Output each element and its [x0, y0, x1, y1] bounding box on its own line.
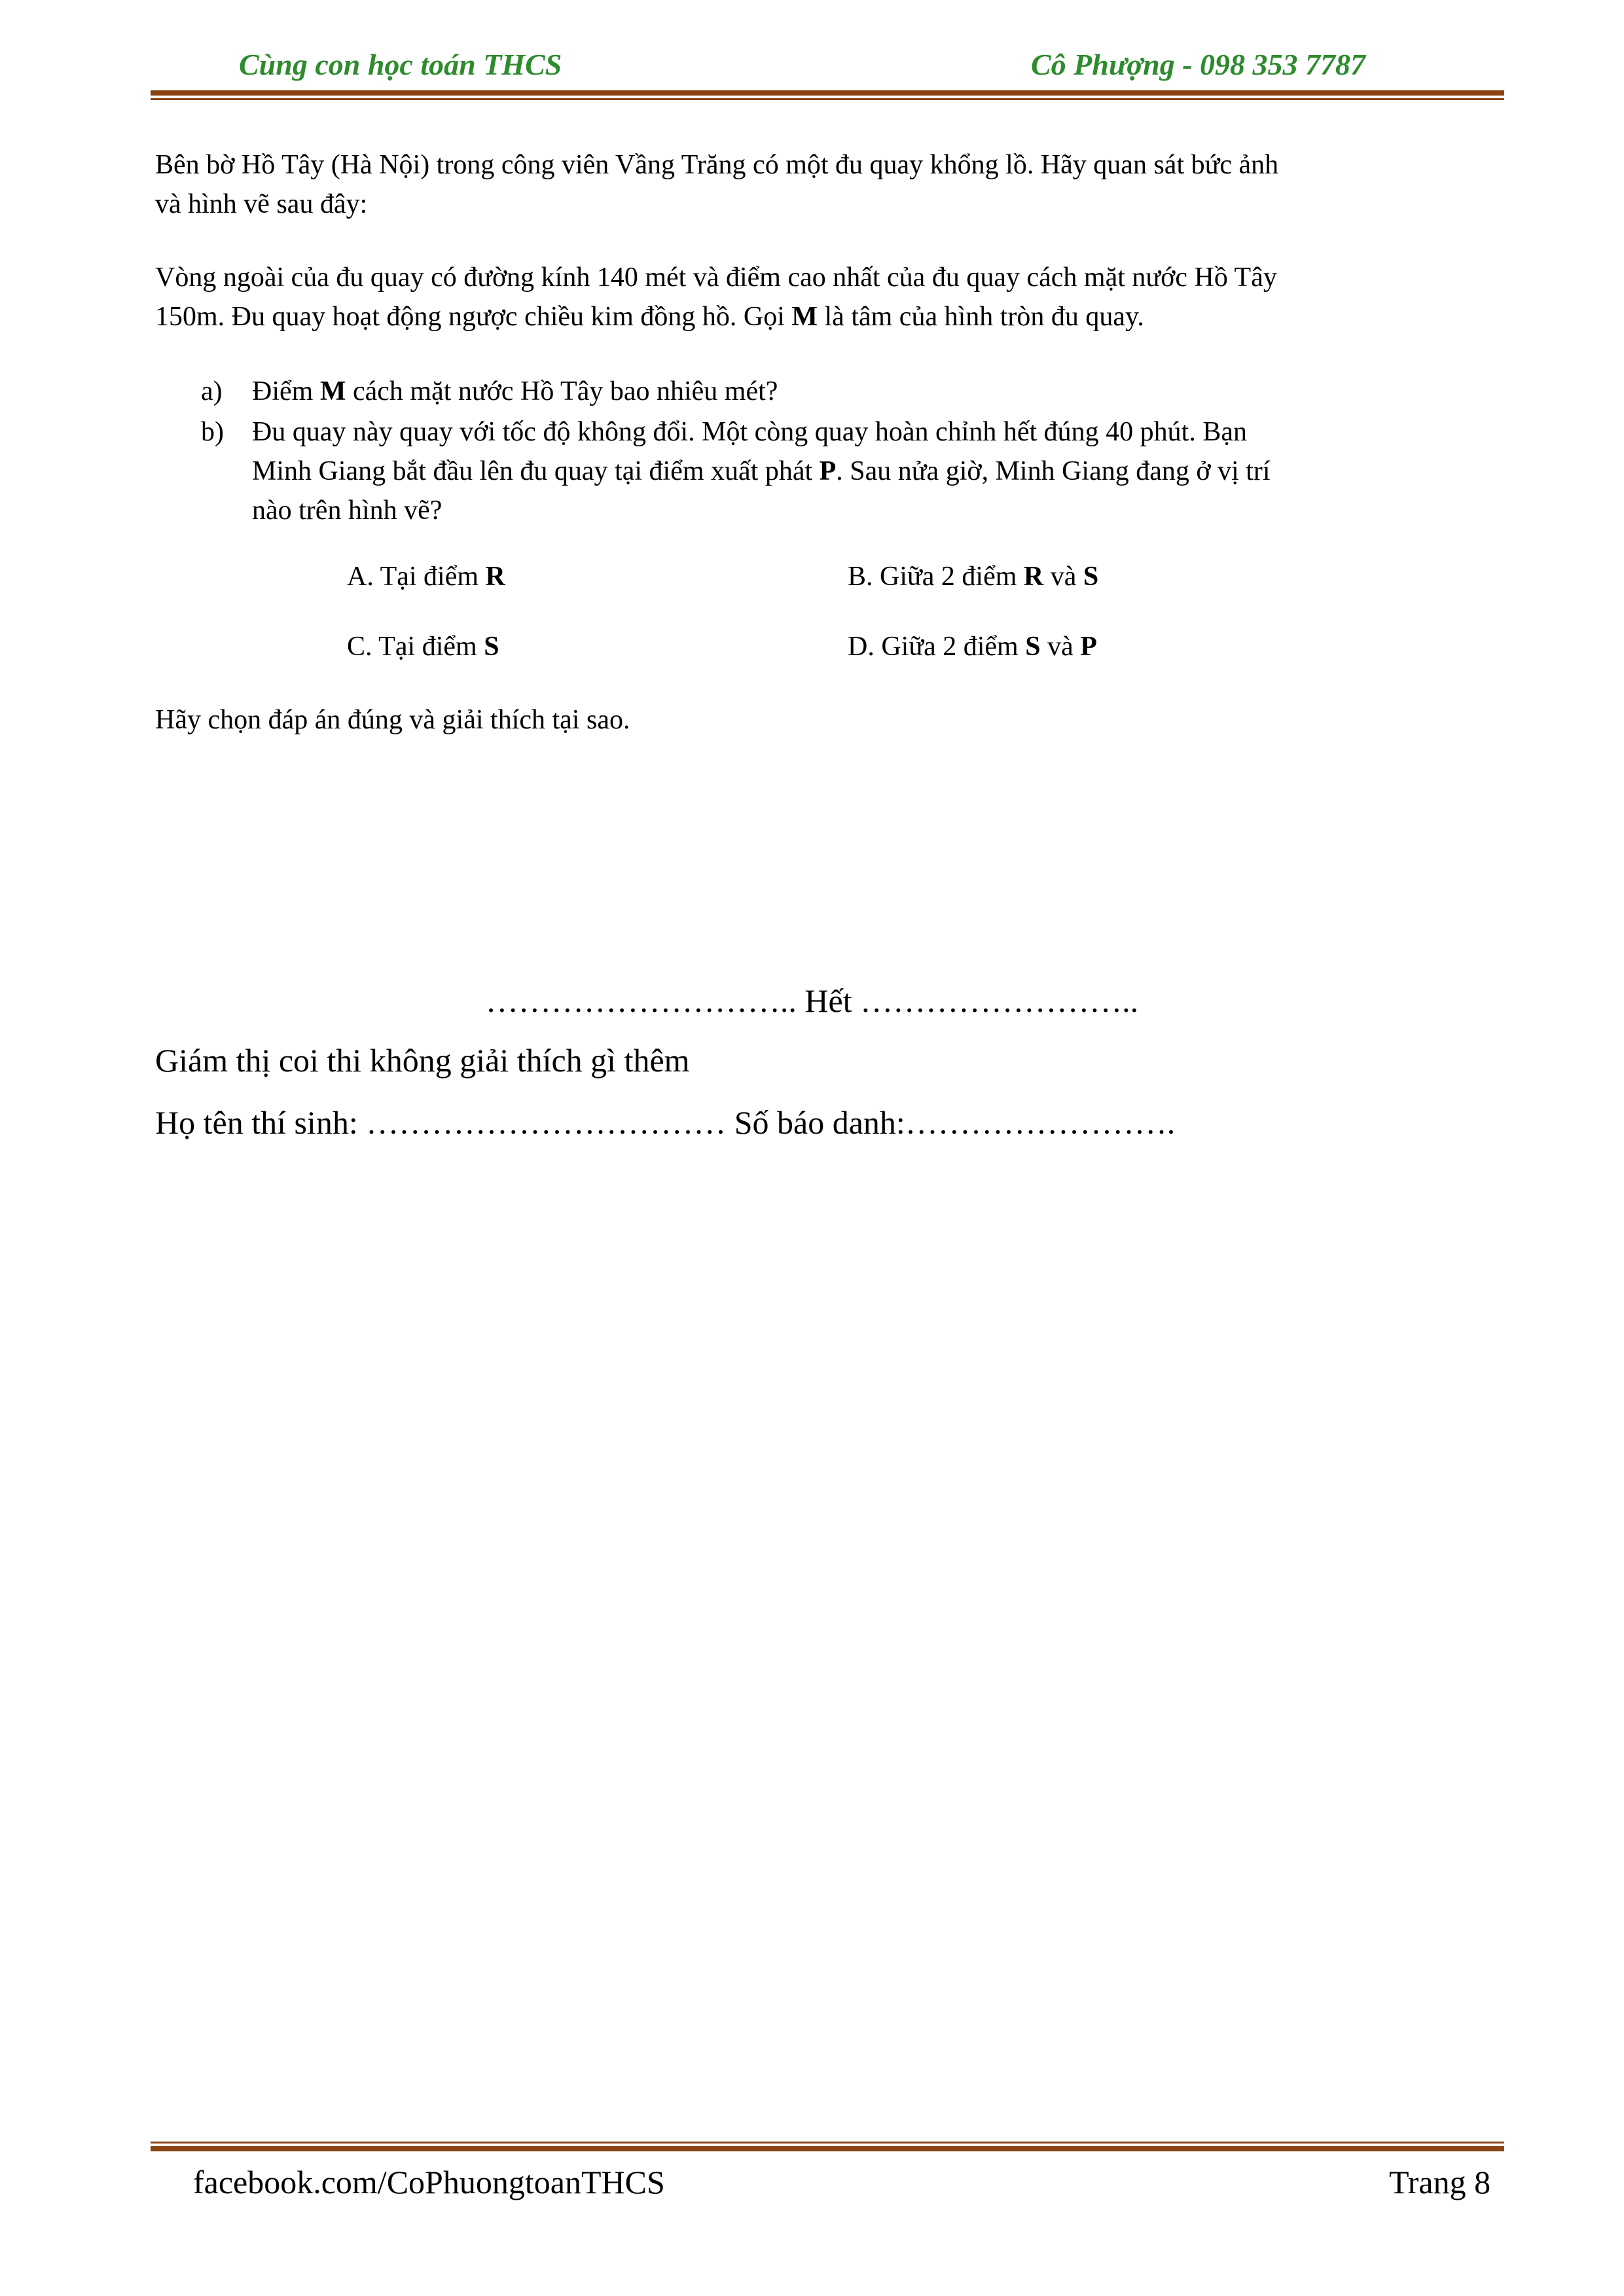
end-marker: ……………………….. Hết …………………….. [485, 982, 1139, 1019]
option-a: A. Tại điểm R [347, 562, 505, 592]
proctor-note: Giám thị coi thi không giải thích gì thêm [155, 1042, 690, 1079]
question-a-text: Điểm M cách mặt nước Hồ Tây bao nhiêu mét? [252, 376, 778, 406]
candidate-info-line: Họ tên thí sinh: …………………………… Số báo danh:……………………. [155, 1104, 1176, 1141]
intro-line-1: Bên bờ Hồ Tây (Hà Nội) trong công viên Vầng Trăng có một đu quay khổng lồ. Hãy quan sát bức ảnh [155, 150, 1279, 180]
description-line-1: Vòng ngoài của đu quay có đường kính 140 mét và điểm cao nhất của đu quay cách mặt nước Hồ Tây [155, 262, 1277, 293]
footer-facebook-link: facebook.com/CoPhuongtoanTHCS [193, 2164, 665, 2200]
header-divider [151, 90, 1504, 100]
option-d: D. Giữa 2 điểm S và P [848, 632, 1097, 662]
question-b-text: Đu quay này quay với tốc độ không đổi. Một còng quay hoàn chỉnh hết đúng 40 phút. Bạn Minh Giang bắt đầu lên đu quay tại điểm xuất phát P. Sau nửa giờ, Minh Giang đang ở vị trí nào trên hình vẽ? [252, 417, 1271, 526]
header-right-contact: Cô Phượng - 098 353 7787 [1031, 48, 1366, 81]
option-b: B. Giữa 2 điểm R và S [848, 562, 1099, 592]
intro-paragraph [155, 145, 1504, 224]
question-a-label: a) [201, 376, 223, 406]
intro-line-2: và hình vẽ sau đây: [155, 189, 368, 219]
footer-page-number: Trang 8 [1389, 2164, 1491, 2200]
header-left-title: Cùng con học toán THCS [239, 48, 562, 81]
option-c: C. Tại điểm S [347, 632, 499, 662]
description-paragraph [155, 258, 1504, 336]
instruction-text: Hãy chọn đáp án đúng và giải thích tại sao. [155, 705, 630, 735]
description-line-2: 150m. Đu quay hoạt động ngược chiều kim đồng hồ. Gọi M là tâm của hình tròn đu quay. [155, 302, 1144, 332]
footer-divider [151, 2142, 1504, 2151]
question-b-label: b) [201, 417, 224, 447]
